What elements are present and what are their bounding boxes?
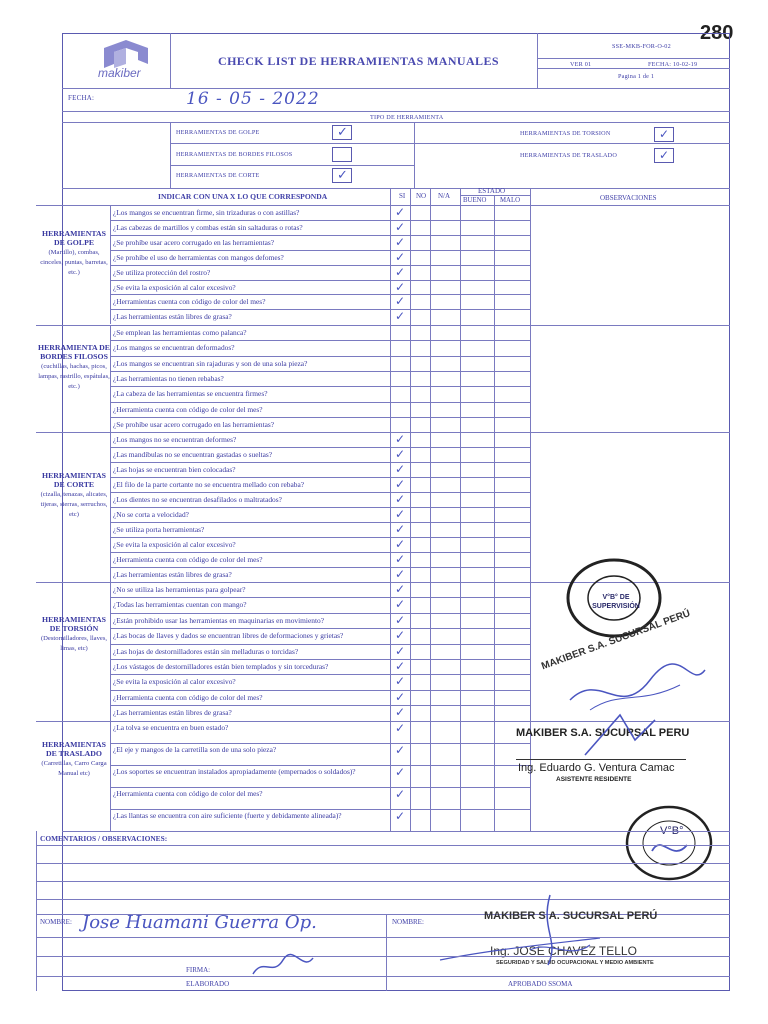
document-code: SSE-MKB-FOR-O-02 (612, 43, 671, 50)
question-text: ¿Se evita la exposición al calor excesivo? (113, 677, 236, 687)
si-checkmark[interactable]: ✓ (395, 264, 406, 279)
question-text: ¿Se prohíbe usar acero corrugado en las herramientas? (113, 237, 275, 247)
company-name: makiber (98, 66, 141, 80)
si-checkmark[interactable]: ✓ (395, 721, 406, 735)
section-title: HERRAMIENTAS DE GOLPE (42, 228, 106, 247)
section-subtitle: (cuchillas, hachas, picos, lampas, rastrillo, espátulas, etc.) (38, 362, 110, 390)
question-text: ¿Los mangos se encuentran deformados? (113, 343, 235, 353)
company-logo (96, 38, 162, 84)
tipo-corte-checkbox[interactable]: ✓ (332, 168, 352, 183)
si-checkmark[interactable]: ✓ (395, 597, 406, 612)
section-title: HERRAMIENTAS DE TORSIÓN (42, 615, 106, 634)
vb-stamp-text: V°B° (660, 825, 684, 837)
tipo-golpe-label: HERRAMIENTAS DE GOLPE (176, 129, 260, 136)
si-checkmark[interactable]: ✓ (395, 249, 406, 264)
question-text: ¿El filo de la parte cortante no se encuentra mellado con rebaba? (113, 480, 305, 489)
question-text: ¿Las hojas se encuentran bien colocadas? (113, 465, 236, 474)
section-title: HERRAMIENTAS DE TRASLADO (42, 740, 106, 758)
section-subtitle: (Martillo), combas, cinceles, puntas, barretas, etc.) (40, 248, 108, 276)
section-subtitle: (Destornilladores, llaves, limas, etc) (40, 635, 108, 653)
supervision-stamp-text: V°B° DE SUPERVISIÓN (592, 594, 640, 610)
question-text: ¿Herramientas cuenta con código de color del mes? (113, 297, 266, 307)
engineer-name: Ing. Eduardo G. Ventura Camac (518, 762, 675, 774)
si-checkmark[interactable]: ✓ (395, 507, 406, 521)
nombre-label: NOMBRE: (40, 918, 72, 926)
jose-name: Ing. JOSE CHAVEZ TELLO (490, 944, 637, 958)
bueno-header: BUENO (463, 197, 487, 204)
question-text: ¿Las llantas se encuentra con aire suficiente (fuerte y debidamente alineada)? (113, 811, 342, 820)
vb-stamp (622, 803, 716, 883)
engineer-role: ASISTENTE RESIDENTE (556, 776, 632, 783)
question-text: ¿Las herramientas no tienen rebabas? (113, 373, 224, 383)
si-checkmark[interactable]: ✓ (395, 294, 406, 309)
question-text: ¿Se evita la exposición al calor excesivo? (113, 540, 236, 549)
section-title: HERRAMIENTA DE BORDES FILOSOS (38, 342, 110, 361)
document-page: Pagina 1 de 1 (618, 73, 655, 80)
question-text: ¿Se emplean las herramientas como palanca? (113, 328, 247, 337)
fecha-value: 16 - 05 - 2022 (186, 89, 320, 109)
si-checkmark[interactable]: ✓ (395, 765, 406, 779)
si-checkmark[interactable]: ✓ (395, 743, 406, 757)
tipo-bordes-checkbox[interactable] (332, 147, 352, 162)
si-checkmark[interactable]: ✓ (395, 582, 406, 596)
question-text: ¿No se corta a velocidad? (113, 510, 189, 519)
tipo-golpe-checkbox[interactable]: ✓ (332, 125, 352, 140)
indicar-header: INDICAR CON UNA X LO QUE CORRESPONDA (158, 192, 328, 201)
si-checkmark[interactable]: ✓ (395, 705, 406, 720)
tipo-torsion-checkbox[interactable]: ✓ (654, 127, 674, 142)
section-title: HERRAMIENTAS DE CORTE (42, 471, 106, 489)
tipo-traslado-label: HERRAMIENTAS DE TRASLADO (520, 152, 618, 159)
question-text: ¿Las bocas de llaves y dados se encuentran libres de deformaciones y grietas? (113, 631, 344, 641)
section-label (38, 343, 110, 391)
si-checkmark[interactable]: ✓ (395, 674, 406, 689)
question-text: ¿Los soportes se encuentran instalados apropiadamente (empernados o soldados)? (113, 767, 356, 776)
si-checkmark[interactable]: ✓ (395, 279, 406, 294)
si-checkmark[interactable]: ✓ (395, 522, 406, 536)
section-subtitle: (Carretillas, Carro Carga Manual etc) (41, 760, 107, 777)
si-checkmark[interactable]: ✓ (395, 447, 406, 461)
si-checkmark[interactable]: ✓ (395, 219, 406, 234)
aprobado-label: APROBADO SSOMA (508, 980, 573, 988)
si-header: SI (399, 192, 406, 200)
malo-header: MALO (500, 197, 521, 204)
si-checkmark[interactable]: ✓ (395, 234, 406, 249)
estado-header: ESTADO (478, 187, 506, 195)
signature-engineer (580, 710, 660, 760)
tipo-traslado-checkbox[interactable]: ✓ (654, 148, 674, 163)
si-checkmark[interactable]: ✓ (395, 567, 406, 581)
tipo-corte-label: HERRAMIENTAS DE CORTE (176, 172, 260, 179)
section-label (38, 740, 110, 778)
section-label (38, 471, 110, 519)
si-checkmark[interactable]: ✓ (395, 612, 406, 627)
question-text: ¿Se evita la exposición al calor excesivo? (113, 282, 236, 292)
question-text: ¿Herramienta cuenta con código de color del mes? (113, 789, 263, 798)
question-text: ¿Se utiliza porta herramientas? (113, 525, 205, 534)
si-checkmark[interactable]: ✓ (395, 462, 406, 476)
document-title: CHECK LIST DE HERRAMIENTAS MANUALES (218, 54, 499, 68)
makiber-stamp-3: MAKIBER S.A. SUCURSAL PERÚ (484, 910, 658, 922)
si-checkmark[interactable]: ✓ (395, 689, 406, 704)
si-checkmark[interactable]: ✓ (395, 537, 406, 551)
si-checkmark[interactable]: ✓ (395, 552, 406, 566)
si-checkmark[interactable]: ✓ (395, 477, 406, 491)
observaciones-header: OBSERVACIONES (600, 194, 657, 202)
fecha-label: FECHA: (68, 94, 95, 102)
comentarios-label: COMENTARIOS / OBSERVACIONES: (40, 834, 168, 843)
question-text: ¿Las cabezas de martillos y combas están sin saltaduras o rotas? (113, 222, 303, 232)
page-number: 280 (700, 22, 734, 44)
nombre2-label: NOMBRE: (392, 918, 424, 926)
question-text: ¿Están prohibido usar las herramientas en maquinarias en movimiento? (113, 615, 324, 625)
question-text: ¿Se utiliza protección del rostro? (113, 267, 211, 277)
si-checkmark[interactable]: ✓ (395, 205, 406, 219)
jose-role: SEGURIDAD Y SALUD OCUPACIONAL Y MEDIO AMBIENTE (496, 960, 654, 966)
section-subtitle: (cizalla, tenazas, alicates, tijeras, sierras, serruchos, etc) (40, 491, 108, 518)
question-text: ¿Las herramientas están libres de grasa? (113, 570, 232, 579)
tipo-torsion-label: HERRAMIENTAS DE TORSION (520, 130, 611, 137)
makiber-stamp-2: MAKIBER S.A. SUCURSAL PERU (516, 727, 690, 739)
nombre-value: Jose Huamani Guerra Op. (82, 912, 317, 933)
question-text: ¿Las mandíbulas no se encuentran gastadas o sueltas? (113, 450, 273, 459)
question-text: ¿Herramienta cuenta con código de color del mes? (113, 692, 263, 702)
si-checkmark[interactable]: ✓ (395, 643, 406, 658)
no-header: NO (416, 192, 427, 200)
question-text: ¿Todas las herramientas cuentan con mango? (113, 600, 247, 610)
elaborado-label: ELABORADO (186, 980, 230, 988)
na-header: N/A (438, 192, 451, 200)
section-label (38, 615, 110, 653)
question-text: ¿Se prohíbe el uso de herramientas con mangos defomes? (113, 252, 284, 262)
si-checkmark[interactable]: ✓ (395, 432, 406, 446)
firma-label: FIRMA: (186, 966, 211, 974)
tipo-bordes-label: HERRAMIENTAS DE BORDES FILOSOS (176, 151, 293, 158)
makiber-stamp-1: MAKIBER S.A. SUCURSAL PERÚ (540, 608, 692, 673)
question-text: ¿Las herramientas están libres de grasa? (113, 708, 232, 718)
si-checkmark[interactable]: ✓ (395, 659, 406, 673)
question-text: ¿No se utiliza las herramientas para golpear? (113, 585, 246, 594)
question-text: ¿Los mangos se encuentran sin rajaduras y son de una sola pieza? (113, 358, 308, 368)
si-checkmark[interactable]: ✓ (395, 309, 406, 324)
si-checkmark[interactable]: ✓ (395, 809, 406, 823)
question-text: ¿Los vástagos de destornilladores están bien templados y sin torceduras? (113, 662, 329, 671)
document-version: VER 01 (570, 61, 592, 68)
si-checkmark[interactable]: ✓ (395, 787, 406, 801)
question-text: ¿Las hojas de destornilladores están sin melladuras o torcidas? (113, 646, 299, 656)
question-text: ¿La cabeza de las herramientas se encuentra firmes? (113, 389, 268, 399)
question-text: ¿Los mangos no se encuentran deformes? (113, 435, 237, 444)
question-text: ¿El eje y mangos de la carretilla son de una solo pieza? (113, 745, 277, 754)
si-checkmark[interactable]: ✓ (395, 628, 406, 643)
signature-ssoma (430, 890, 610, 970)
question-text: ¿Herramienta cuenta con código de color del mes? (113, 404, 263, 414)
tipo-label: TIPO DE HERRAMIENTA (370, 114, 444, 121)
question-text: ¿Los mangos se encuentran firme, sin trizaduras o con astillas? (113, 208, 300, 217)
question-text: ¿Herramienta cuenta con código de color del mes? (113, 555, 263, 564)
question-text: ¿La tolva se encuentra en buen estado? (113, 723, 229, 732)
document-date: FECHA: 10-02-19 (648, 61, 698, 68)
question-text: ¿Las herramientas están libres de grasa? (113, 312, 232, 322)
question-text: ¿Los dientes no se encuentran desafilados o maltratados? (113, 495, 282, 504)
question-text: ¿Se prohíbe usar acero corrugado en las herramientas? (113, 419, 275, 429)
si-checkmark[interactable]: ✓ (395, 492, 406, 506)
section-label (38, 229, 110, 277)
